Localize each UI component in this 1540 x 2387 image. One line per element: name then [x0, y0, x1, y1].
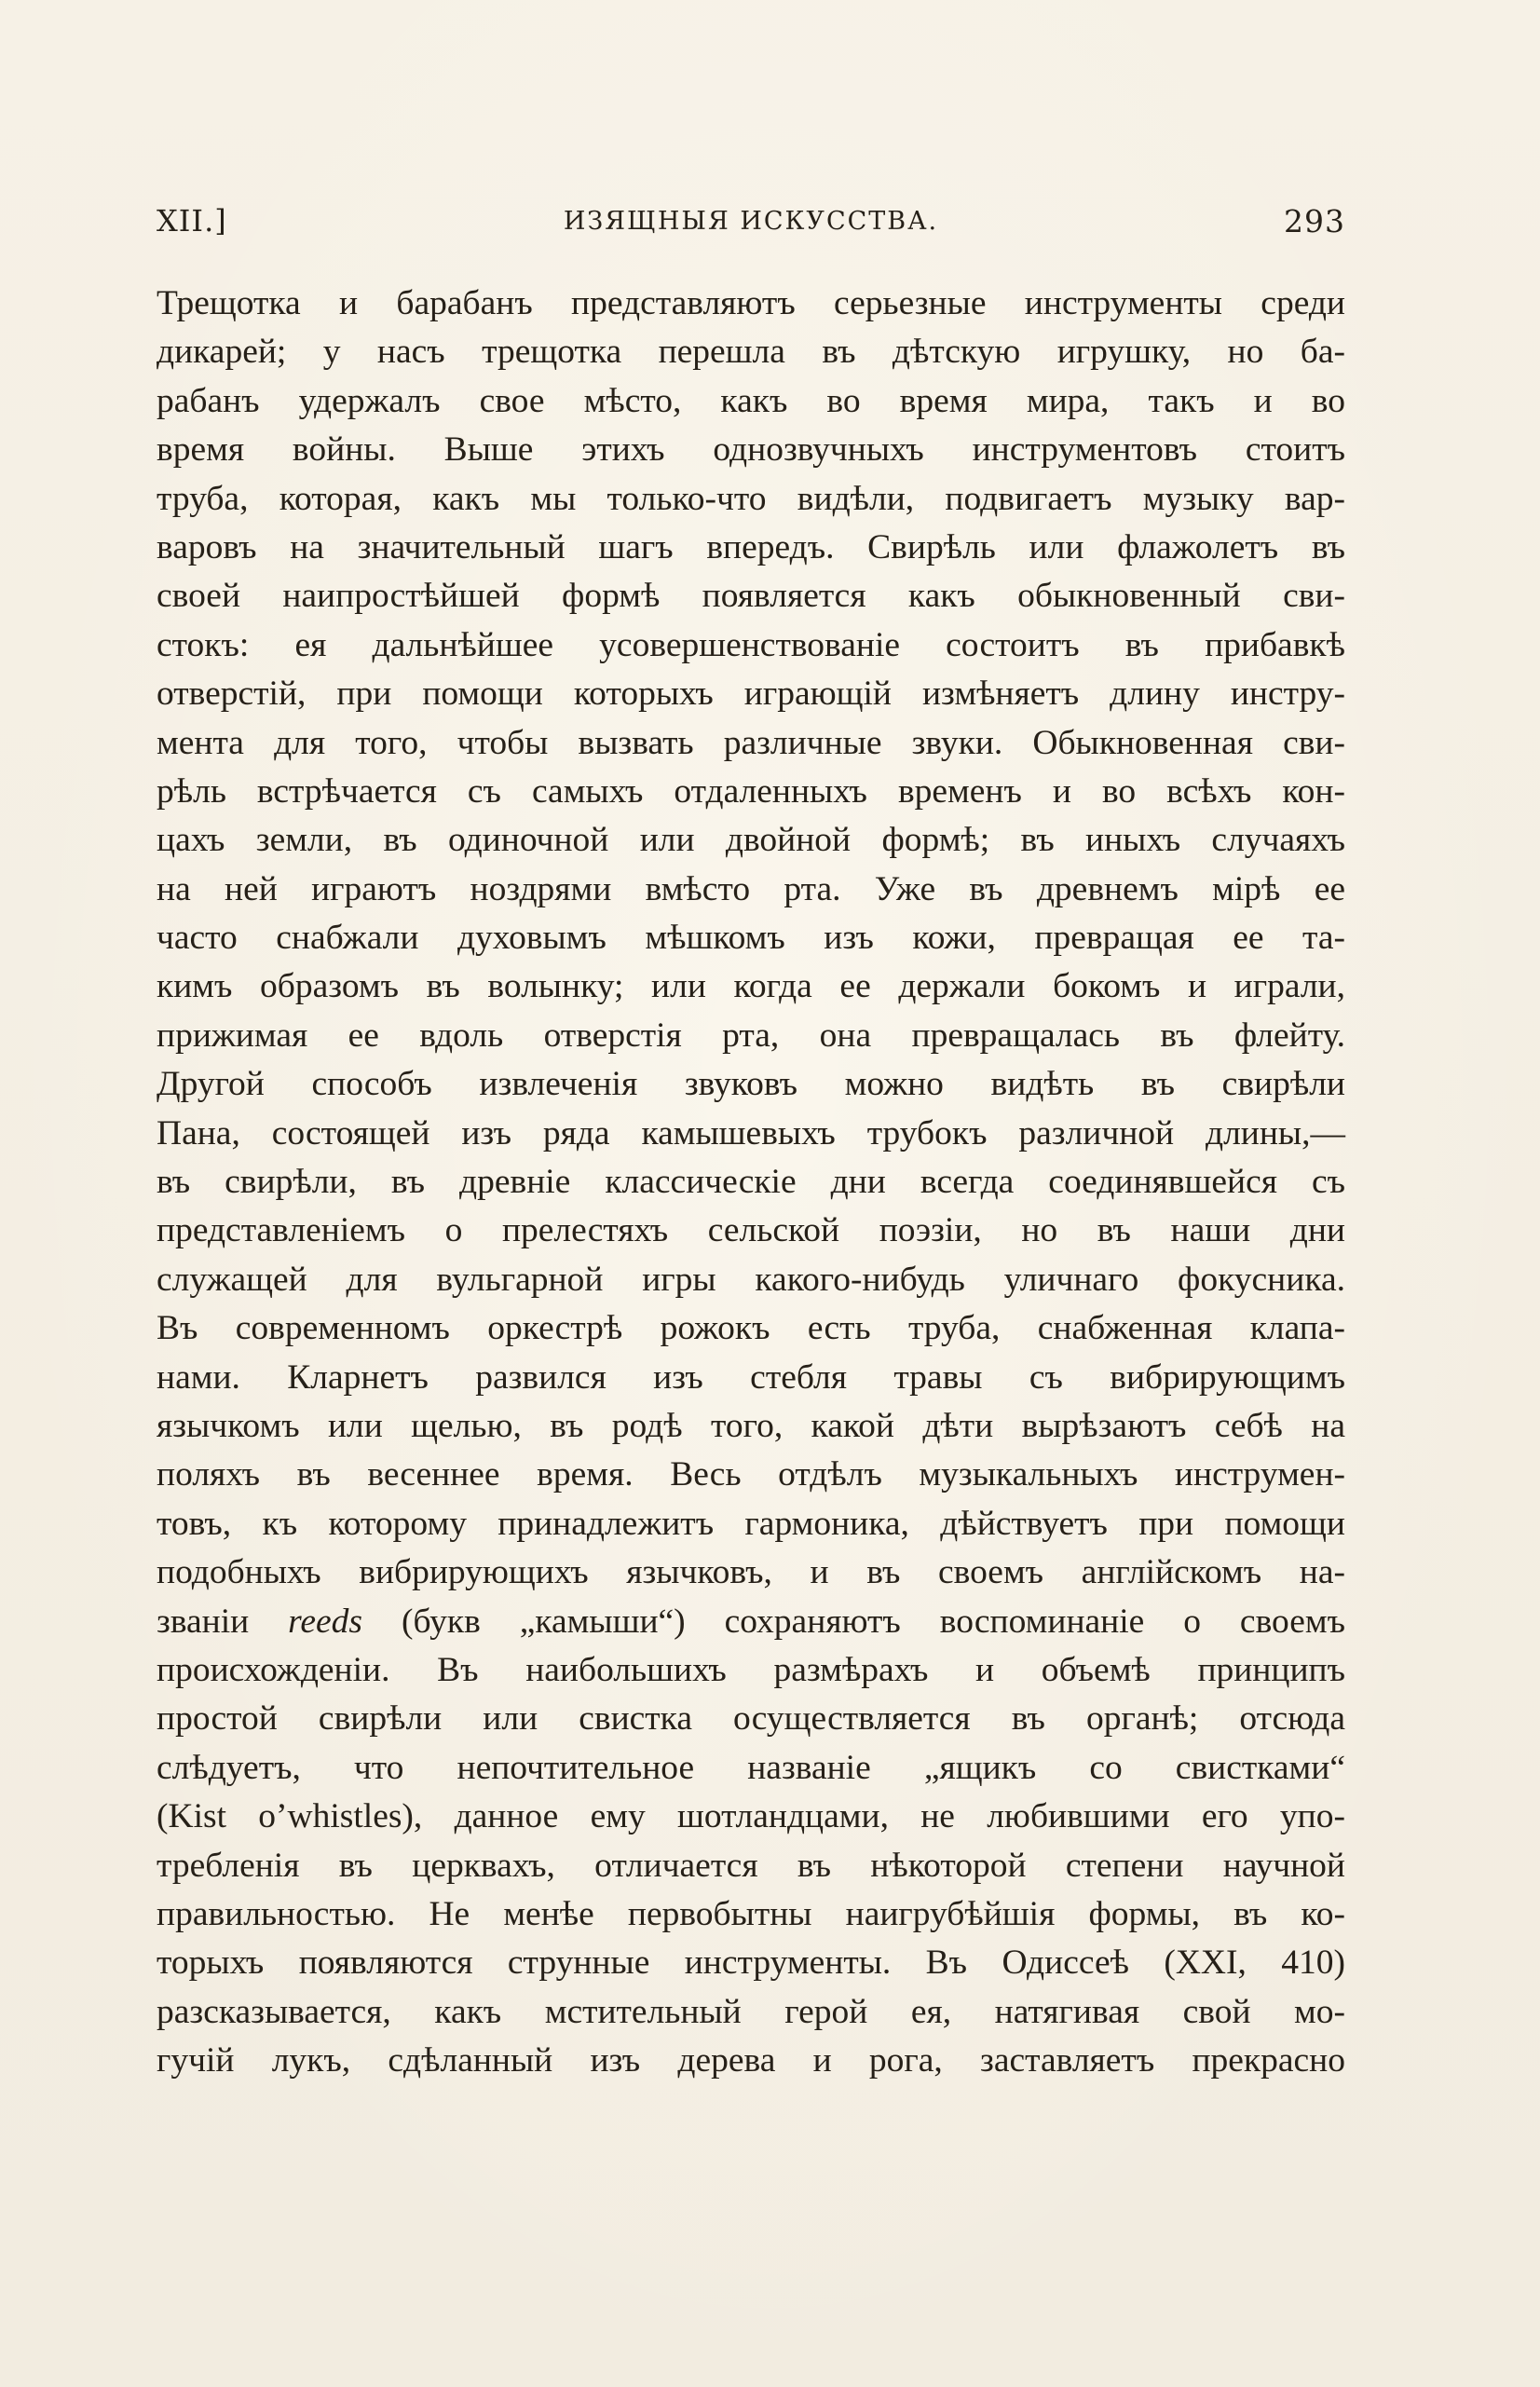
text-line: слѣдуетъ, что непочтительное названіе „ящикъ со свистками“	[157, 1748, 1345, 1787]
line-segment: (букв „камыши“) сохраняютъ воспоминаніе о своемъ	[362, 1602, 1345, 1641]
text-line: правильностью. Не менѣе первобытны наигрубѣйшія формы, въ ко-	[157, 1894, 1345, 1933]
text-line: товъ, къ которому принадлежитъ гармоника, дѣйствуетъ при помощи	[157, 1504, 1345, 1543]
text-line: время войны. Выше этихъ однозвучныхъ инструментовъ стоитъ	[157, 430, 1345, 470]
text-line: на ней играютъ ноздрями вмѣсто рта. Уже въ древнемъ мірѣ ее	[157, 869, 1345, 908]
text-line: цахъ земли, въ одиночной или двойной формѣ; въ иныхъ случаяхъ	[157, 821, 1345, 860]
text-line: дикарей; у насъ трещотка перешла въ дѣтскую игрушку, но ба-	[157, 333, 1345, 372]
text-line: подобныхъ вибрирующихъ язычковъ, и въ своемъ англійскомъ на-	[157, 1553, 1345, 1592]
text-line: Въ современномъ оркестрѣ рожокъ есть труба, снабженная клапа-	[157, 1309, 1345, 1348]
text-line: гучій лукъ, сдѣланный изъ дерева и рога, заставляетъ прекрасно	[157, 2041, 1345, 2080]
text-line: представленіемъ о прелестяхъ сельской поэзіи, но въ наши дни	[157, 1211, 1345, 1250]
text-line-with-italic	[157, 1598, 1345, 1646]
text-line: Другой способъ извлеченія звуковъ можно видѣть въ свирѣли	[157, 1065, 1345, 1104]
text-line: стокъ: ея дальнѣйшее усовершенствованіе состоитъ въ прибавкѣ	[157, 625, 1345, 664]
text-line: (Kist o’whistles), данное ему шотландцами, не любившими его упо-	[157, 1797, 1345, 1836]
text-line: кимъ образомъ въ волынку; или когда ее держали бокомъ и играли,	[157, 967, 1345, 1006]
text-line: Пана, состоящей изъ ряда камышевыхъ трубокъ различной длины,—	[157, 1113, 1345, 1153]
italic-word: reeds	[288, 1602, 363, 1641]
text-line: мента для того, чтобы вызвать различные звуки. Обыкновенная сви-	[157, 723, 1345, 762]
text-line: отверстій, при помощи которыхъ играющій измѣняетъ длину инстру-	[157, 675, 1345, 714]
text-line: рабанъ удержалъ свое мѣсто, какъ во время мира, такъ и во	[157, 381, 1345, 420]
text-line: служащей для вульгарной игры какого-нибудь уличнаго фокусника.	[157, 1260, 1345, 1299]
page-number: 293	[1284, 203, 1345, 239]
text-line: разсказывается, какъ мстительный герой ея, натягивая свой мо-	[157, 1992, 1345, 2031]
running-title: ИЗЯЩНЫЯ ИСКУССТВА.	[563, 207, 939, 236]
text-line: торыхъ появляются струнные инструменты. Въ Одиссеѣ (XXI, 410)	[157, 1944, 1345, 1983]
chapter-number: XII.]	[157, 203, 227, 239]
text-line: прижимая ее вдоль отверстія рта, она превращалась въ флейту.	[157, 1016, 1345, 1055]
text-line: происхожденіи. Въ наибольшихъ размѣрахъ и объемѣ принципъ	[157, 1650, 1345, 1689]
body-text	[157, 280, 1345, 2085]
text-line: часто снабжали духовымъ мѣшкомъ изъ кожи, превращая ее та-	[157, 919, 1345, 958]
text-line: язычкомъ или щелью, въ родѣ того, какой дѣти вырѣзаютъ себѣ на	[157, 1406, 1345, 1445]
line-segment: званіи	[157, 1602, 289, 1641]
text-line: варовъ на значительный шагъ впередъ. Свирѣль или флажолетъ въ	[157, 527, 1345, 566]
text-line: въ свирѣли, въ древніе классическіе дни всегда соединявшейся съ	[157, 1163, 1345, 1202]
text-line: своей наипростѣйшей формѣ появляется какъ обыкновенный сви-	[157, 577, 1345, 616]
running-header	[157, 203, 1345, 250]
text-line: простой свирѣли или свистка осуществляется въ органѣ; отсюда	[157, 1699, 1345, 1739]
text-line: рѣль встрѣчается съ самыхъ отдаленныхъ временъ и во всѣхъ кон-	[157, 771, 1345, 811]
text-line: труба, которая, какъ мы только-что видѣли, подвигаетъ музыку вар-	[157, 479, 1345, 518]
text-line: требленія въ церквахъ, отличается въ нѣкоторой степени научной	[157, 1846, 1345, 1885]
text-line: нами. Кларнетъ развился изъ стебля травы съ вибрирующимъ	[157, 1357, 1345, 1397]
text-line: Трещотка и барабанъ представляютъ серьезные инструменты среди	[157, 284, 1345, 322]
text-line: поляхъ въ весеннее время. Весь отдѣлъ музыкальныхъ инструмен-	[157, 1455, 1345, 1494]
